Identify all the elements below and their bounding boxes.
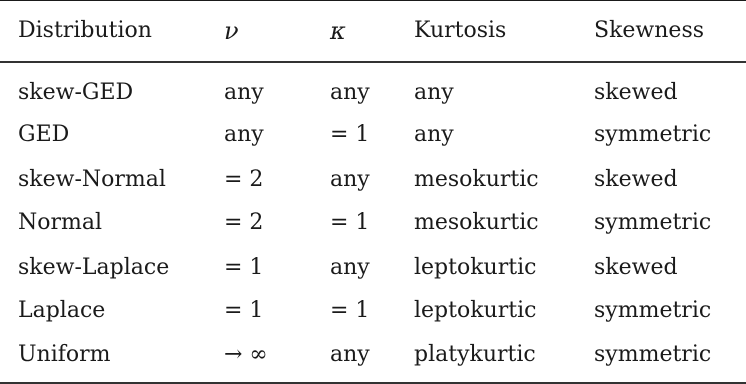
cell-distribution: skew-Normal bbox=[18, 167, 166, 192]
cell-nu: = 2 bbox=[224, 210, 264, 235]
cell-kurtosis: any bbox=[414, 122, 454, 147]
cell-kappa: = 1 bbox=[330, 122, 370, 147]
header-distribution: Distribution bbox=[18, 18, 152, 43]
cell-skewness: skewed bbox=[594, 167, 678, 192]
cell-skewness: skewed bbox=[594, 255, 678, 280]
cell-kurtosis: mesokurtic bbox=[414, 167, 539, 192]
cell-distribution: skew-GED bbox=[18, 80, 134, 105]
header-kappa: κ bbox=[330, 17, 346, 45]
cell-skewness: symmetric bbox=[594, 342, 712, 367]
cell-kappa: = 1 bbox=[330, 210, 370, 235]
cell-skewness: symmetric bbox=[594, 210, 712, 235]
cell-skewness: symmetric bbox=[594, 298, 712, 323]
table-row bbox=[0, 167, 746, 199]
cell-kappa: any bbox=[330, 167, 370, 192]
table-row bbox=[0, 342, 746, 374]
cell-kurtosis: any bbox=[414, 80, 454, 105]
cell-kappa: any bbox=[330, 80, 370, 105]
cell-nu: any bbox=[224, 80, 264, 105]
cell-kurtosis: mesokurtic bbox=[414, 210, 539, 235]
cell-kappa: = 1 bbox=[330, 298, 370, 323]
cell-kappa: any bbox=[330, 255, 370, 280]
cell-skewness: symmetric bbox=[594, 122, 712, 147]
cell-distribution: skew-Laplace bbox=[18, 255, 170, 280]
cell-nu: any bbox=[224, 122, 264, 147]
cell-kurtosis: platykurtic bbox=[414, 342, 536, 367]
cell-distribution: GED bbox=[18, 122, 70, 147]
cell-kappa: any bbox=[330, 342, 370, 367]
cell-distribution: Laplace bbox=[18, 298, 106, 323]
cell-nu: → ∞ bbox=[224, 342, 268, 367]
cell-distribution: Uniform bbox=[18, 342, 111, 367]
table-row bbox=[0, 255, 746, 287]
table-row bbox=[0, 122, 746, 154]
cell-kurtosis: leptokurtic bbox=[414, 298, 537, 323]
table-header-rule bbox=[0, 61, 746, 63]
cell-skewness: skewed bbox=[594, 80, 678, 105]
header-nu: ν bbox=[224, 17, 239, 45]
table-row bbox=[0, 210, 746, 242]
cell-kurtosis: leptokurtic bbox=[414, 255, 537, 280]
header-kurtosis: Kurtosis bbox=[414, 18, 507, 43]
header-skewness: Skewness bbox=[594, 18, 705, 43]
table-row bbox=[0, 298, 746, 330]
table-row bbox=[0, 80, 746, 112]
cell-nu: = 2 bbox=[224, 167, 264, 192]
cell-nu: = 1 bbox=[224, 255, 264, 280]
cell-nu: = 1 bbox=[224, 298, 264, 323]
table-top-rule bbox=[0, 0, 746, 1]
cell-distribution: Normal bbox=[18, 210, 103, 235]
